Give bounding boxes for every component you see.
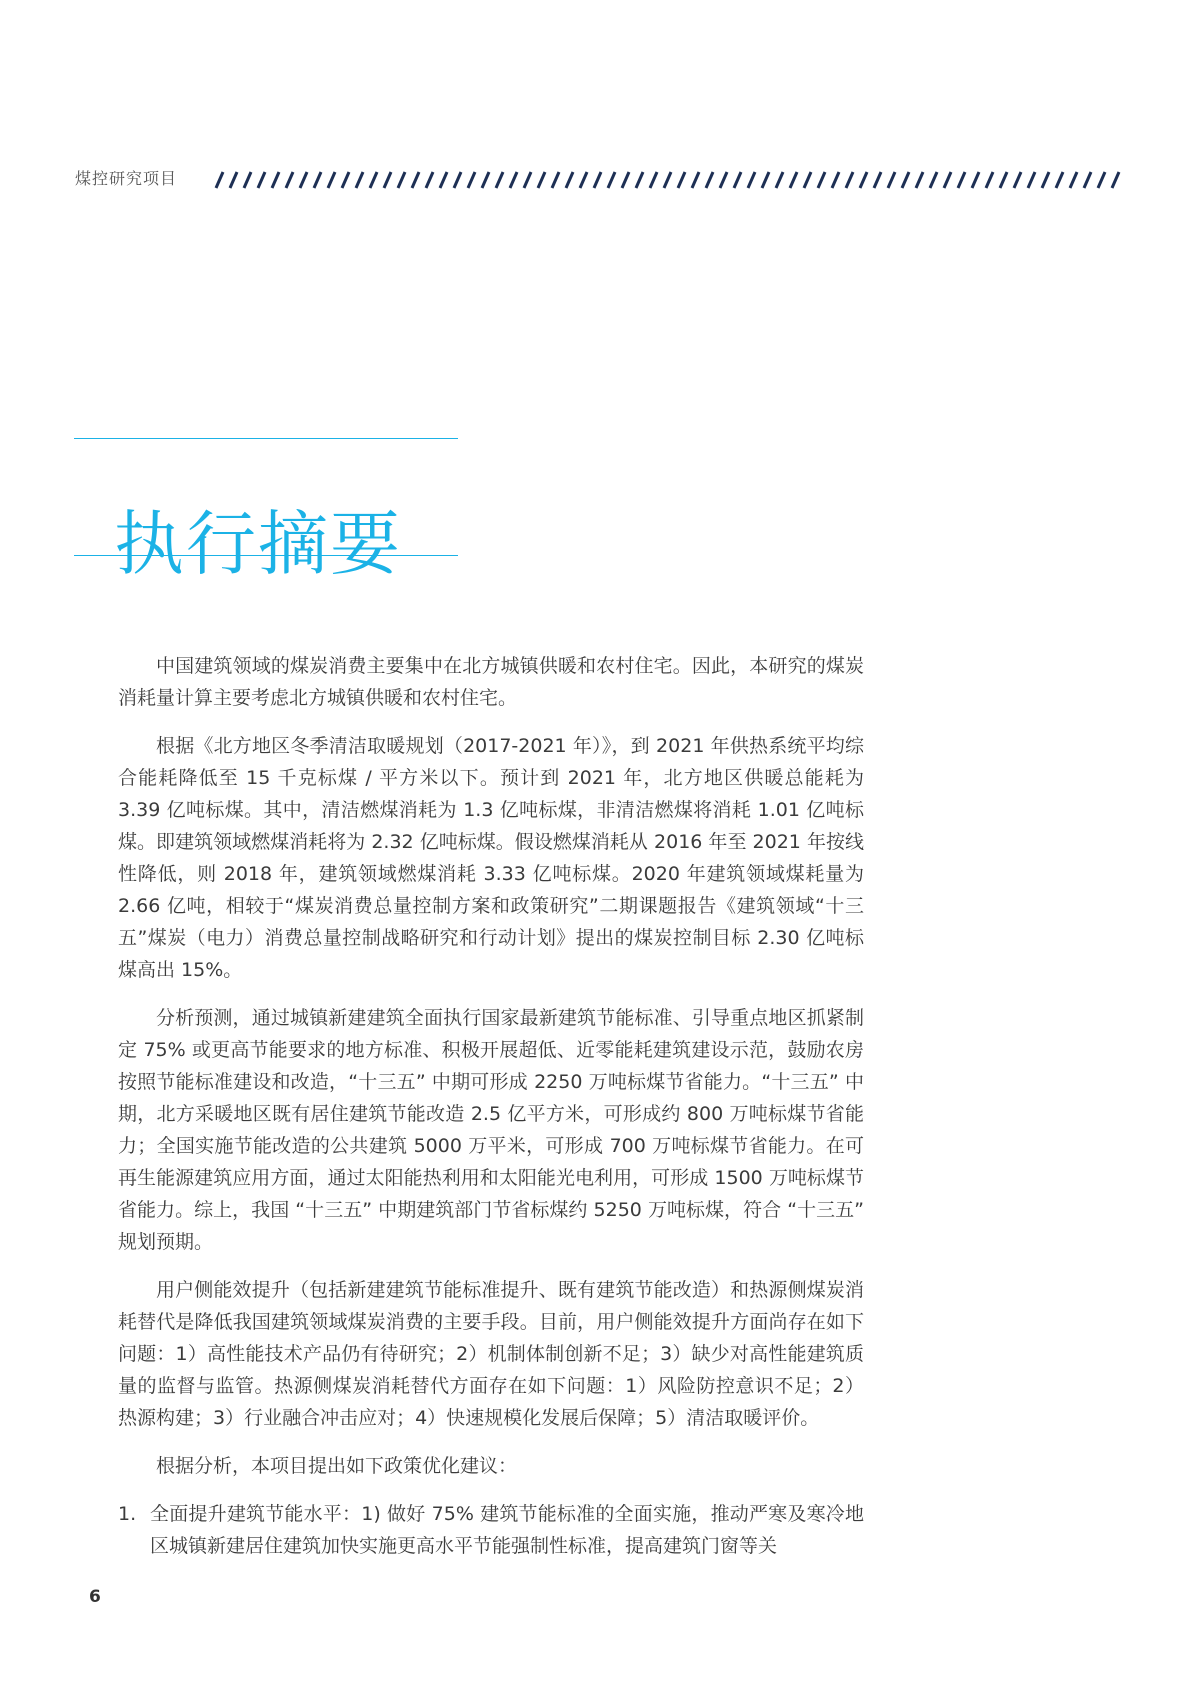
hatch-stroke [510,172,517,188]
hatch-stroke [300,172,307,188]
paragraph: 分析预测，通过城镇新建建筑全面执行国家最新建筑节能标准、引导重点地区抓紧制定 75% 或更高节能要求的地方标准、积极开展超低、近零能耗建筑建设示范，鼓励农房按照节能标准建设和改造，“十三五” 中期可形成 2250 万吨标煤节省能力。“十三五” 中期，北方采暖地区既有居住建筑节能改造 2.5 亿平方米，可形成约 800 万吨标煤节省能力；全国实施节能改造的公共建筑 5000 万平米，可形成 700 万吨标煤节省能力。在可再生能源建筑应用方面，通过太阳能热利用和太阳能光电利用，可形成 1500 万吨标煤节省能力。综上，我国 “十三五” 中期建筑部门节省标煤约 5250 万吨标煤，符合 “十三五” 规划预期。 [118,1007,864,1253]
hatch-stroke [496,172,503,188]
paragraph: 用户侧能效提升（包括新建建筑节能标准提升、既有建筑节能改造）和热源侧煤炭消耗替代是降低我国建筑领域煤炭消费的主要手段。目前，用户侧能效提升方面尚存在如下问题：1）高性能技术产品仍有待研究；2）机制体制创新不足；3）缺少对高性能建筑质量的监督与监管。热源侧煤炭消耗替代方面存在如下问题：1）风险防控意识不足；2）热源构建；3）行业融合冲击应对；4）快速规模化发展后保障；5）清洁取暖评价。 [118,1279,864,1429]
hatch-stroke [440,172,447,188]
hatch-stroke [412,172,419,188]
hatch-stroke [258,172,265,188]
hatch-stroke [958,172,965,188]
hatch-stroke [804,172,811,188]
hatch-stroke [426,172,433,188]
hatch-stroke [552,172,559,188]
hatch-stroke [678,172,685,188]
hatch-stroke [734,172,741,188]
hatch-stroke [748,172,755,188]
hatch-stroke [482,172,489,188]
hatch-stroke [790,172,797,188]
hatch-stroke [370,172,377,188]
hatch-stroke [1042,172,1049,188]
paragraph: 根据《北方地区冬季清洁取暖规划（2017-2021 年）》，到 2021 年供热系统平均综合能耗降低至 15 千克标煤 / 平方米以下。预计到 2021 年，北方地区供暖总能耗为 3.39 亿吨标煤。其中，清洁燃煤消耗为 1.3 亿吨标煤，非清洁燃煤将消耗 1.01 亿吨标煤。即建筑领域燃煤消耗将为 2.32 亿吨标煤。假设燃煤消耗从 2016 年至 2021 年按线性降低，则 2018 年，建筑领域燃煤消耗 3.33 亿吨标煤。2020 年建筑领域煤耗量为 2.66 亿吨，相较于“煤炭消费总量控制方案和政策研究”二期课题报告《建筑领域“十三五”煤炭（电力）消费总量控制战略研究和行动计划》提出的煤炭控制目标 2.30 亿吨标煤高出 15%。 [118,735,864,981]
hatch-stroke [580,172,587,188]
hatch-stroke [650,172,657,188]
paragraph: 根据分析，本项目提出如下政策优化建议： [156,1455,518,1477]
hatch-stroke [818,172,825,188]
hatch-stroke [846,172,853,188]
hatch-stroke [216,172,223,188]
hatch-stroke [1000,172,1007,188]
hatch-stroke [664,172,671,188]
hatch-stroke [636,172,643,188]
hatch-stroke [776,172,783,188]
hatch-stroke [608,172,615,188]
hatch-stroke [1014,172,1021,188]
hatch-stroke [692,172,699,188]
body-text [118,650,864,1562]
hatch-stroke [1112,172,1119,188]
hatch-stroke [286,172,293,188]
header-hatch-decoration [212,170,1124,190]
hatch-stroke [860,172,867,188]
list-item-text: 全面提升建筑节能水平：1) 做好 75% 建筑节能标准的全面实施，推动严寒及寒冷地区城镇新建居住建筑加快实施更高水平节能强制性标准，提高建筑门窗等关 [150,1503,864,1557]
hatch-stroke [398,172,405,188]
hatch-stroke [314,172,321,188]
hatch-stroke [1098,172,1105,188]
hatch-stroke [272,172,279,188]
hatch-stroke [356,172,363,188]
hatch-stroke [342,172,349,188]
hatch-stroke [454,172,461,188]
hatch-stroke [1070,172,1077,188]
hatch-stroke [538,172,545,188]
hatch-stroke [832,172,839,188]
hatch-stroke [328,172,335,188]
hatch-stroke [874,172,881,188]
hatch-stroke [888,172,895,188]
hatch-stroke [972,172,979,188]
hatch-stroke [622,172,629,188]
hatch-stroke [986,172,993,188]
hatch-stroke [902,172,909,188]
hatch-stroke [384,172,391,188]
hatch-stroke [468,172,475,188]
hatch-stroke [1028,172,1035,188]
hatch-stroke [720,172,727,188]
hatch-stroke [706,172,713,188]
page-title: 执行摘要 [114,502,402,585]
hatch-stroke [1084,172,1091,188]
list-item [118,1498,864,1562]
title-rule-bottom [74,555,458,556]
hatch-stroke [762,172,769,188]
hatch-stroke [594,172,601,188]
hatch-stroke [916,172,923,188]
hatch-stroke [1056,172,1063,188]
hatch-stroke [566,172,573,188]
hatch-stroke [244,172,251,188]
hatch-stroke [230,172,237,188]
list-item-number: 1. [118,1503,137,1525]
title-rule-top [74,438,458,439]
hatch-stroke [944,172,951,188]
section-header-label: 煤控研究项目 [75,169,178,188]
hatch-stroke [524,172,531,188]
hatch-stroke [930,172,937,188]
paragraph: 中国建筑领域的煤炭消费主要集中在北方城镇供暖和农村住宅。因此，本研究的煤炭消耗量计算主要考虑北方城镇供暖和农村住宅。 [118,655,864,709]
page-number: 6 [89,1587,101,1607]
